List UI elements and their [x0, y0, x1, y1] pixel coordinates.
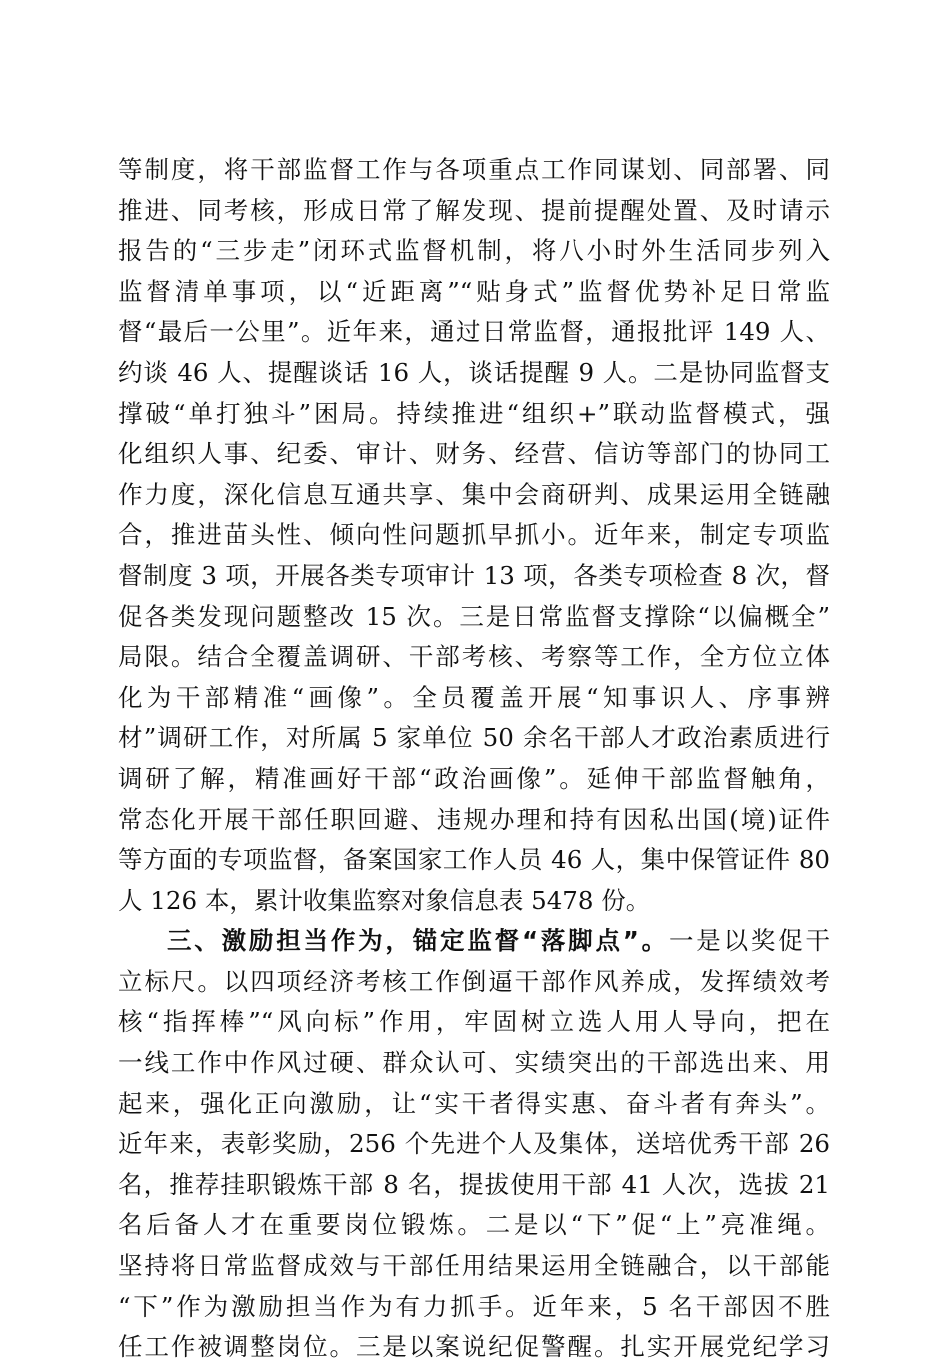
- text-line: 起来，强化正向激励，让“实干者得实惠、奋斗者有奔头”。: [118, 1088, 830, 1118]
- paragraph-supervision-mechanism: [118, 150, 830, 881]
- section-heading-line: [118, 921, 830, 962]
- text-line: 督“最后一公里”。近年来，通过日常监督，通报批评 149 人、: [118, 317, 830, 347]
- text-line: 约谈 46 人、提醒谈话 16 人，谈话提醒 9 人。二是协同监督支: [118, 357, 830, 387]
- text-line: 等方面的专项监督，备案国家工作人员 46 人，集中保管证件 80: [118, 845, 830, 875]
- document-body: [118, 150, 830, 1368]
- text-line: 调研了解，精准画好干部“政治画像”。延伸干部监督触角，: [118, 763, 830, 793]
- paragraph-last-line: 人 126 本，累计收集监察对象信息表 5478 份。: [118, 885, 651, 915]
- text-line: 作力度，深化信息互通共享、集中会商研判、成果运用全链融: [118, 479, 830, 509]
- paragraph-incentive: [118, 962, 830, 1368]
- text-line: 常态化开展干部任职回避、违规办理和持有因私出国(境)证件: [118, 804, 830, 834]
- text-line: “下”作为激励担当作为有力抓手。近年来，5 名干部因不胜: [118, 1291, 830, 1321]
- text-line: 等制度，将干部监督工作与各项重点工作同谋划、同部署、同: [118, 155, 830, 184]
- text-line: 坚持将日常监督成效与干部任用结果运用全链融合，以干部能: [118, 1251, 830, 1281]
- section-heading: 三、激励担当作为，锚定监督“落脚点”。: [167, 926, 669, 956]
- text-line: 推进、同考核，形成日常了解发现、提前提醒处置、及时请示: [118, 195, 830, 225]
- text-line: 任工作被调整岗位。三是以案说纪促警醒。扎实开展党纪学习: [118, 1332, 830, 1362]
- text-line: 督制度 3 项，开展各类专项审计 13 项，各类专项检查 8 次，督: [118, 560, 830, 590]
- text-line: 近年来，表彰奖励，256 个先进个人及集体，送培优秀干部 26: [118, 1129, 830, 1159]
- text-line: 撑破“单打独斗”困局。持续推进“组织+”联动监督模式，强: [118, 398, 830, 428]
- text-line: 名后备人才在重要岗位锻炼。二是以“下”促“上”亮准绳。: [118, 1210, 830, 1240]
- text-line: 名，推荐挂职锻炼干部 8 名，提拔使用干部 41 人次，选拔 21: [118, 1169, 830, 1199]
- text-line: 化为干部精准“画像”。全员覆盖开展“知事识人、序事辨: [118, 682, 830, 712]
- heading-trailing-text: 一是以奖促干: [668, 926, 831, 956]
- text-line: 促各类发现问题整改 15 次。三是日常监督支撑除“以偏概全”: [118, 601, 830, 631]
- text-line: 核“指挥棒”“风向标”作用，牢固树立选人用人导向，把在: [118, 1007, 830, 1037]
- text-line: 立标尺。以四项经济考核工作倒逼干部作风养成，发挥绩效考: [118, 966, 830, 996]
- text-line: 局限。结合全覆盖调研、干部考核、考察等工作，全方位立体: [118, 642, 830, 672]
- text-line: 合，推进苗头性、倾向性问题抓早抓小。近年来，制定专项监: [118, 520, 830, 550]
- text-line: 材”调研工作，对所属 5 家单位 50 余名干部人才政治素质进行: [118, 723, 830, 753]
- text-line: 监督清单事项，以“近距离”“贴身式”监督优势补足日常监: [118, 276, 830, 306]
- text-line: 一线工作中作风过硬、群众认可、实绩突出的干部选出来、用: [118, 1048, 830, 1078]
- text-line: 化组织人事、纪委、审计、财务、经营、信访等部门的协同工: [118, 439, 830, 469]
- text-line: 报告的“三步走”闭环式监督机制，将八小时外生活同步列入: [118, 236, 830, 266]
